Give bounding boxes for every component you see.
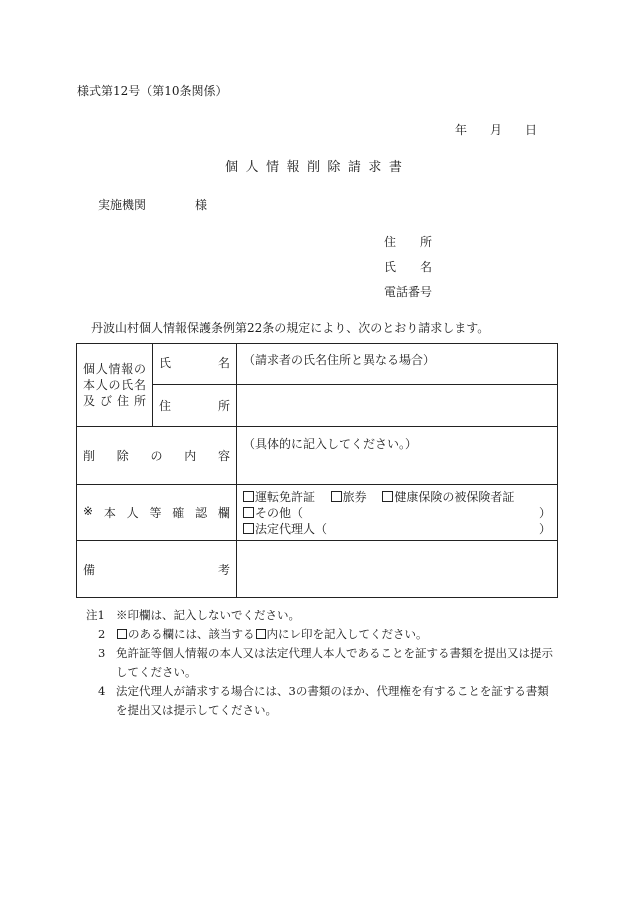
note-4-number: 4 <box>98 684 106 698</box>
document-title <box>225 161 402 174</box>
glyph: 本 <box>103 506 116 520</box>
id-check-label <box>83 504 230 521</box>
date-month-label: 月 <box>489 123 502 137</box>
glyph: 氏 <box>384 260 397 274</box>
agent-label: 法定代理人（ <box>255 522 328 536</box>
glyph: 人 <box>126 506 139 520</box>
id-option-row-1 <box>243 489 551 505</box>
glyph: び <box>99 394 112 408</box>
glyph: 及 <box>83 394 96 408</box>
glyph: の <box>133 362 146 376</box>
deletion-input-cell[interactable] <box>237 427 558 485</box>
glyph: 等 <box>149 506 162 520</box>
deletion-label <box>83 447 230 464</box>
name-label <box>159 354 230 371</box>
glyph: 削 <box>306 160 320 175</box>
glyph: 考 <box>217 562 230 577</box>
id-option-row-2 <box>243 505 551 521</box>
glyph: 本 <box>83 378 96 392</box>
passport-checkbox[interactable] <box>331 491 342 502</box>
note-1-number: 注1 <box>86 608 105 622</box>
name-input-cell[interactable] <box>237 344 558 385</box>
note-2-text-a: のある欄には、該当する <box>128 627 255 641</box>
license-checkbox[interactable] <box>243 491 254 502</box>
recipient-name: 実施機関 <box>98 198 147 212</box>
glyph: 氏 <box>159 356 172 370</box>
date-line <box>455 124 537 136</box>
id-check-options-cell <box>237 485 558 541</box>
insurance-checkbox[interactable] <box>382 491 393 502</box>
glyph: 確 <box>172 506 185 520</box>
address-label-cell <box>153 385 237 427</box>
glyph: 報 <box>286 160 300 175</box>
agent-checkbox[interactable] <box>243 523 254 534</box>
person-header-line-1 <box>83 361 146 377</box>
requester-address-label <box>384 236 432 248</box>
intro-text: 丹波山村個人情報保護条例第22条の規定により、次のとおり請求します。 <box>91 321 490 335</box>
requester-phone-label: 電話番号 <box>384 285 433 299</box>
person-header-cell <box>77 344 153 427</box>
id-check-label-cell <box>77 485 237 541</box>
glyph: 個 <box>83 362 96 376</box>
other-label: その他（ <box>255 506 304 520</box>
insurance-label: 健康保険の被保険者証 <box>394 490 515 504</box>
note-2-box-symbol-2 <box>256 629 266 639</box>
glyph: 請 <box>347 160 361 175</box>
note-2-box-symbol <box>117 629 127 639</box>
glyph: 所 <box>419 235 432 249</box>
glyph: 人 <box>245 160 259 175</box>
other-checkbox[interactable] <box>243 507 254 518</box>
license-label: 運転免許証 <box>255 490 316 504</box>
name-label-cell <box>153 344 237 385</box>
note-4 <box>86 682 556 720</box>
glyph: 所 <box>133 394 146 408</box>
requester-name-label <box>384 261 432 273</box>
recipient-honorific: 様 <box>195 198 208 212</box>
note-4-text: 法定代理人が請求する場合には、3の書類のほか、代理権を有することを証する書類を提出又は提示してください。 <box>116 684 549 717</box>
glyph: 書 <box>388 160 402 175</box>
deletion-label-cell <box>77 427 237 485</box>
note-1-text: ※印欄は、記入しないでください。 <box>116 608 300 622</box>
glyph: 除 <box>116 449 129 463</box>
note-1 <box>86 606 556 625</box>
glyph: 容 <box>217 449 230 463</box>
note-2 <box>86 625 556 644</box>
glyph: 認 <box>195 506 208 520</box>
glyph: 欄 <box>217 506 230 520</box>
glyph: 所 <box>217 399 230 413</box>
deletion-note: （具体的に記入してください。） <box>243 437 418 451</box>
glyph: ※ <box>83 504 94 518</box>
glyph: 住 <box>384 235 397 249</box>
glyph: 人 <box>95 362 108 376</box>
note-3-text: 免許証等個人情報の本人又は法定代理人本人であることを証する書類を提出又は提示してください。 <box>116 646 553 679</box>
form-number: 様式第12号（第10条関係） <box>77 84 228 98</box>
glyph: 住 <box>159 399 172 413</box>
date-day-label: 日 <box>524 123 537 137</box>
glyph: 求 <box>368 160 382 175</box>
note-2-text-b: 内にレ印を記入してください。 <box>266 627 428 641</box>
address-label <box>159 397 230 414</box>
glyph: 削 <box>83 449 96 463</box>
glyph: の <box>150 449 163 463</box>
note-2-number: 2 <box>98 627 106 641</box>
glyph: 報 <box>121 362 134 376</box>
note-3-number: 3 <box>98 646 106 660</box>
date-year-label: 年 <box>455 123 468 137</box>
glyph: 名 <box>419 260 432 274</box>
remarks-label-cell <box>77 541 237 598</box>
glyph: の <box>108 378 121 392</box>
glyph: 内 <box>184 449 197 463</box>
note-3 <box>86 644 556 682</box>
address-input-cell[interactable] <box>237 385 558 427</box>
glyph: 名 <box>133 378 146 392</box>
glyph: 備 <box>83 562 96 577</box>
name-note: （請求者の氏名住所と異なる場合） <box>243 353 436 367</box>
glyph: 情 <box>108 362 121 376</box>
request-form-table <box>76 343 558 598</box>
other-close-paren: ） <box>538 506 551 520</box>
glyph: 氏 <box>121 378 134 392</box>
glyph: 除 <box>327 160 341 175</box>
glyph: 人 <box>95 378 108 392</box>
person-header-line-3 <box>83 393 146 409</box>
remarks-input-cell[interactable] <box>237 541 558 598</box>
notes-section <box>86 606 556 720</box>
glyph: 住 <box>116 394 129 408</box>
passport-label: 旅券 <box>342 490 367 504</box>
glyph: 情 <box>265 160 279 175</box>
agent-close-paren: ） <box>538 522 551 536</box>
person-header-line-2 <box>83 377 146 393</box>
remarks-label <box>83 561 230 578</box>
id-option-row-3 <box>243 521 551 537</box>
glyph: 個 <box>225 160 239 175</box>
glyph: 名 <box>217 356 230 370</box>
